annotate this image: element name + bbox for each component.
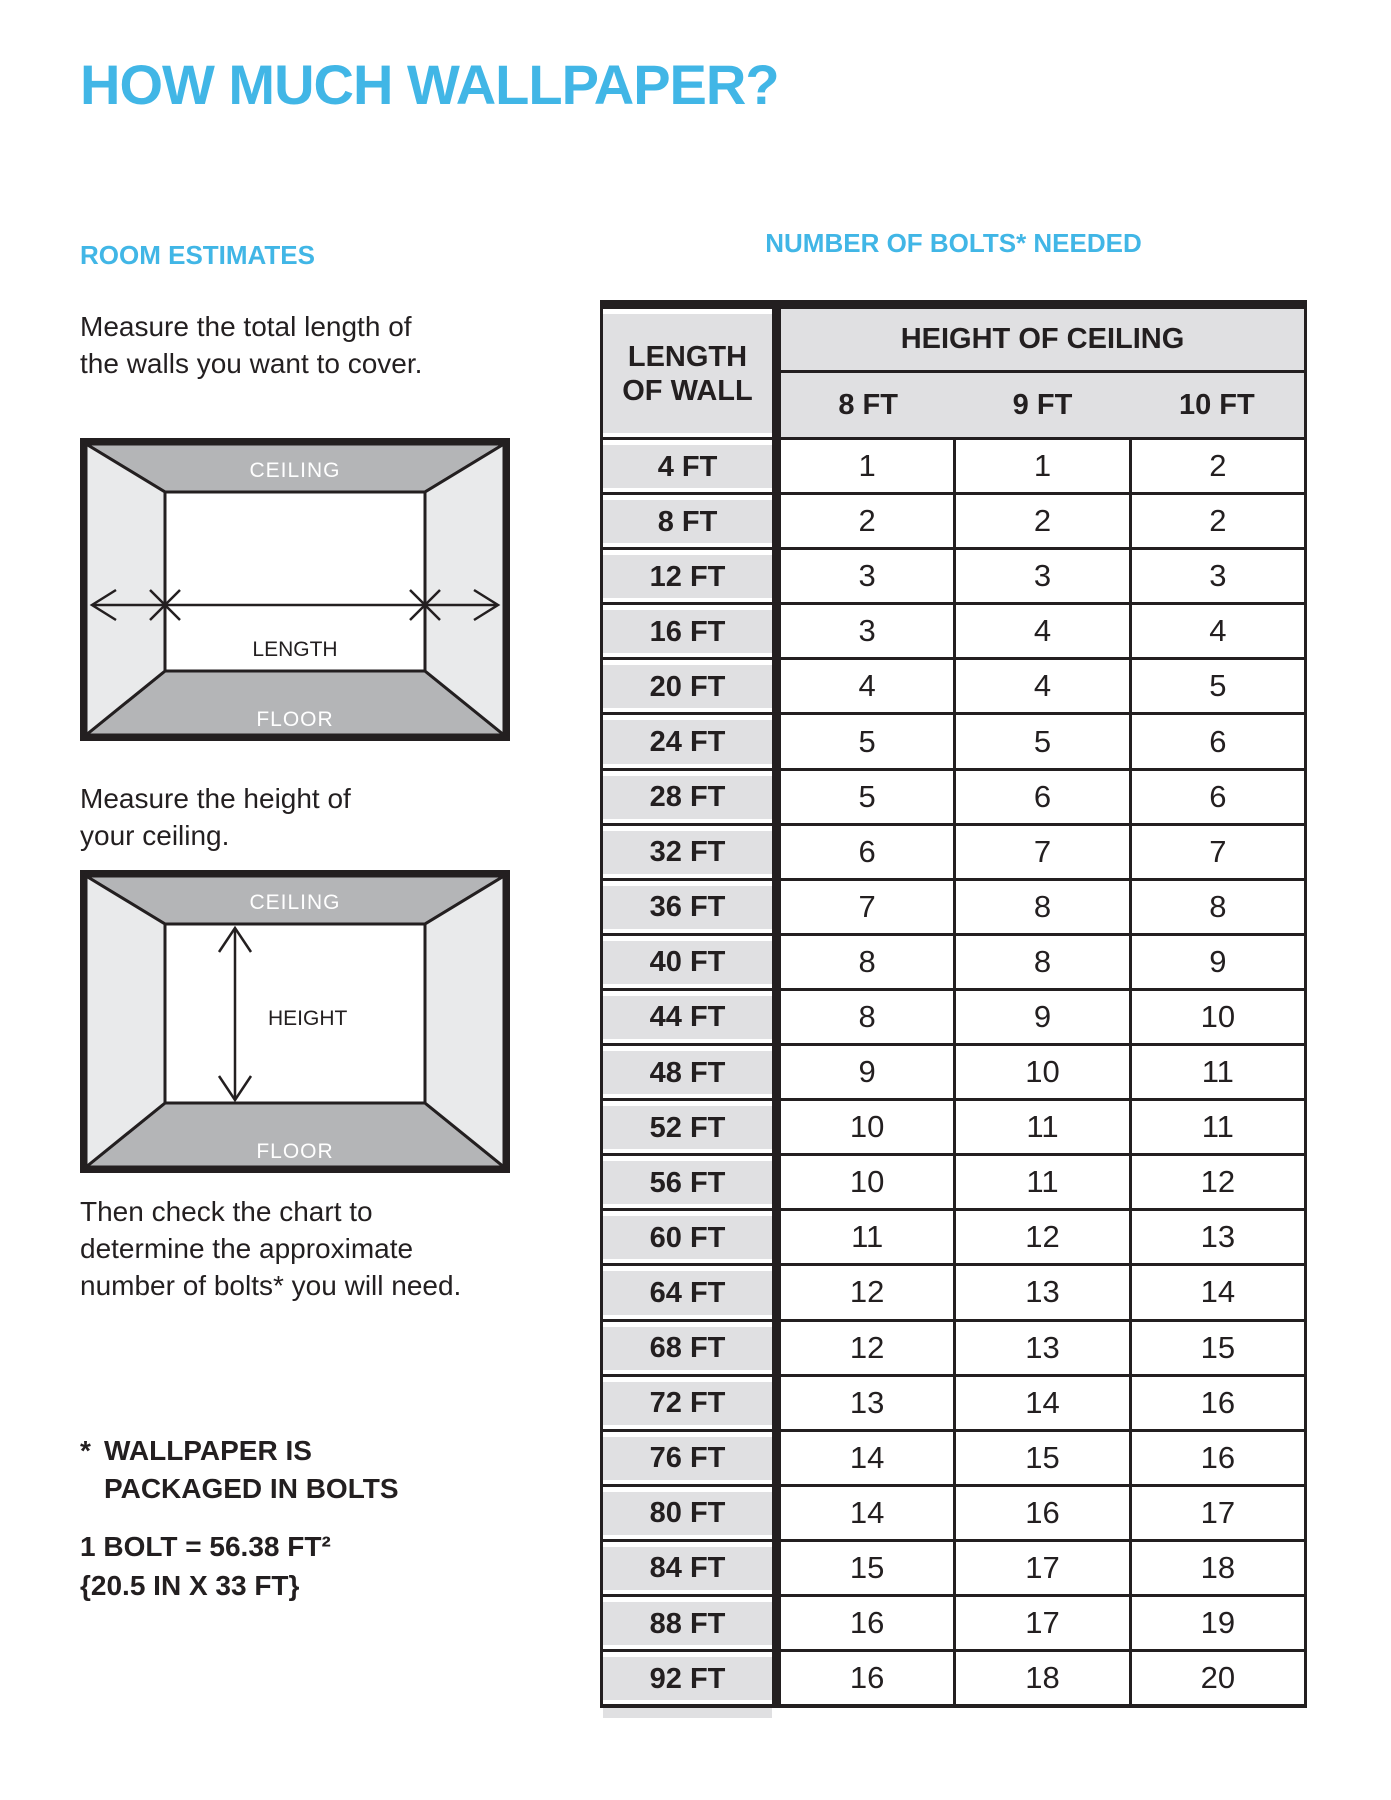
wall-length-cell: 84 FT [603,1547,772,1590]
height-label: HEIGHT [268,1007,348,1030]
bolt-count-cell: 4 [781,660,956,712]
bolt-count-cell: 12 [781,1266,956,1318]
bolt-grid [772,309,1307,1704]
bolt-count-cell: 11 [1132,1101,1304,1153]
bolt-count-cell: 8 [1132,881,1304,933]
wall-length-cell: 20 FT [603,665,772,708]
table-row [781,1046,1304,1101]
wall-length-cell: 40 FT [603,941,772,984]
bolt-count-cell: 8 [781,991,956,1043]
table-row [781,440,1304,495]
bolt-count-cell: 15 [781,1542,956,1594]
bolt-count-cell: 15 [1132,1322,1304,1374]
bolt-count-cell: 11 [781,1211,956,1263]
bolt-count-cell: 19 [1132,1597,1304,1649]
wall-length-cell: 60 FT [603,1216,772,1259]
length-label: LENGTH [252,638,338,661]
bolt-count-cell: 6 [1132,715,1304,767]
bolt-count-cell: 16 [956,1487,1131,1539]
asterisk-marker: * [80,1435,91,1466]
instruction-measure-length [80,308,422,382]
room-estimates-heading: ROOM ESTIMATES [80,240,315,270]
wall-length-cell: 52 FT [603,1106,772,1149]
bolt-count-cell: 10 [781,1156,956,1208]
bolt-count-cell: 3 [781,605,956,657]
table-row-label [603,1487,772,1542]
bolt-count-cell: 6 [956,771,1131,823]
header-line: OF WALL [622,374,753,407]
table-bottom-stub [603,1708,772,1718]
table-row-label [603,1101,772,1156]
bolt-count-cell: 5 [781,715,956,767]
bolt-count-cell: 17 [956,1542,1131,1594]
bolts-needed-heading: NUMBER OF BOLTS* NEEDED [765,228,1142,258]
bolt-count-cell: 17 [956,1597,1131,1649]
bolt-count-cell: 13 [1132,1211,1304,1263]
bolt-count-cell: 11 [956,1156,1131,1208]
bolt-count-cell: 11 [956,1101,1131,1153]
instruction-check-chart [80,1193,461,1304]
bolt-count-cell: 18 [1132,1542,1304,1594]
wall-length-cell: 44 FT [603,996,772,1039]
bolt-count-cell: 2 [1132,440,1304,492]
bolt-count-cell: 8 [781,936,956,988]
bolts-table [600,300,1307,1718]
wall-length-cell: 16 FT [603,610,772,653]
bolt-count-cell: 13 [956,1322,1131,1374]
bolt-count-cell: 4 [956,605,1131,657]
bolt-count-cell: 17 [1132,1487,1304,1539]
bolt-count-cell: 10 [956,1046,1131,1098]
bolt-count-cell: 16 [1132,1377,1304,1429]
instruction-line: determine the approximate [80,1233,414,1264]
bolt-count-cell: 9 [781,1046,956,1098]
bolt-count-cell: 5 [1132,660,1304,712]
bolt-count-cell: 8 [956,936,1131,988]
table-row-label [603,1377,772,1432]
table-row [781,826,1304,881]
wall-length-cell: 80 FT [603,1492,772,1535]
table-row-label [603,1597,772,1652]
instruction-line: Measure the height of [80,783,351,814]
table-row [781,1322,1304,1377]
table-row [781,1542,1304,1597]
table-row-label [603,1156,772,1211]
bolt-count-cell: 3 [781,550,956,602]
table-row [781,1597,1304,1652]
bolt-count-cell: 14 [1132,1266,1304,1318]
table-row [781,715,1304,770]
bolt-count-cell: 5 [781,771,956,823]
bolts-footnote [80,1432,399,1508]
bolt-count-cell: 3 [1132,550,1304,602]
bolt-count-cell: 20 [1132,1652,1304,1704]
bolt-count-cell: 2 [1132,495,1304,547]
table-row [781,1377,1304,1432]
bolt-count-cell: 11 [1132,1046,1304,1098]
wall-length-cell: 92 FT [603,1657,772,1700]
table-row-label [603,550,772,605]
bolt-count-cell: 8 [956,881,1131,933]
bolt-size-info [80,1527,331,1605]
table-row-label [603,881,772,936]
page-title: HOW MUCH WALLPAPER? [80,53,779,116]
bolt-size-line: {20.5 IN X 33 FT} [80,1570,300,1601]
table-row-label [603,605,772,660]
instruction-line: the walls you want to cover. [80,348,423,379]
table-row-label [603,991,772,1046]
ceiling-height-header: 9 FT [1012,388,1073,421]
wall-length-cell: 72 FT [603,1382,772,1425]
table-row [781,550,1304,605]
table-row [781,1487,1304,1542]
bolt-count-cell: 9 [956,991,1131,1043]
instruction-line: number of bolts* you will need. [80,1270,462,1301]
table-row-label [603,495,772,550]
footnote-line: PACKAGED IN BOLTS [104,1473,399,1504]
wall-length-cell: 36 FT [603,886,772,929]
table-row [781,936,1304,991]
wall-length-cell: 56 FT [603,1161,772,1204]
table-row-label [603,1266,772,1321]
bolt-count-cell: 13 [956,1266,1131,1318]
instruction-line: Measure the total length of [80,311,412,342]
bolt-count-cell: 2 [956,495,1131,547]
table-row [781,771,1304,826]
bolt-count-cell: 2 [781,495,956,547]
bolt-count-cell: 10 [781,1101,956,1153]
table-row-label [603,715,772,770]
table-body [600,309,1307,1704]
wall-length-cell: 68 FT [603,1327,772,1370]
bolt-count-cell: 1 [956,440,1131,492]
instruction-line: your ceiling. [80,820,230,851]
table-row-label [603,440,772,495]
wall-length-cell: 76 FT [603,1437,772,1480]
height-of-ceiling-header: HEIGHT OF CEILING [781,309,1304,373]
bolt-count-cell: 14 [781,1487,956,1539]
table-top-border [600,300,1307,309]
bolt-count-cell: 7 [956,826,1131,878]
bolt-size-line: 1 BOLT = 56.38 FT² [80,1531,331,1562]
bolt-count-cell: 14 [781,1432,956,1484]
table-row [781,660,1304,715]
instruction-line: Then check the chart to [80,1196,373,1227]
table-row-label [603,309,772,440]
bolt-count-cell: 1 [781,440,956,492]
table-row [781,1211,1304,1266]
table-row [781,991,1304,1046]
ceiling-height-header: 10 FT [1178,388,1255,421]
instruction-measure-height [80,780,351,854]
bolt-count-cell: 18 [956,1652,1131,1704]
wall-length-cell: 28 FT [603,776,772,819]
table-row [781,1156,1304,1211]
table-row [781,495,1304,550]
table-row-label [603,1542,772,1597]
wall-length-cell: 4 FT [603,445,772,488]
bolt-count-cell: 16 [781,1597,956,1649]
bolt-count-cell: 3 [956,550,1131,602]
table-row-label [603,826,772,881]
table-row [781,1266,1304,1321]
ceiling-label: CEILING [249,459,341,482]
bolt-count-cell: 16 [1132,1432,1304,1484]
table-row-label [603,1432,772,1487]
bolt-count-cell: 7 [781,881,956,933]
bolt-count-cell: 15 [956,1432,1131,1484]
wall-length-cell: 88 FT [603,1602,772,1645]
bolt-count-cell: 12 [781,1322,956,1374]
floor-label: FLOOR [256,1140,334,1163]
wall-length-cell: 48 FT [603,1051,772,1094]
footnote-line [80,1432,399,1470]
ceiling-height-diagram [80,870,510,1173]
table-row-label [603,936,772,991]
wall-length-cell: 12 FT [603,555,772,598]
table-row [781,605,1304,660]
bolt-count-cell: 5 [956,715,1131,767]
table-row [781,881,1304,936]
wall-length-cell: 24 FT [603,720,772,763]
bolt-count-cell: 12 [1132,1156,1304,1208]
wall-length-cell: 64 FT [603,1271,772,1314]
wall-length-cell: 32 FT [603,831,772,874]
table-row [781,1432,1304,1487]
wall-length-cell: 8 FT [603,500,772,543]
table-row-label [603,1046,772,1101]
bolt-count-cell: 13 [781,1377,956,1429]
bolt-count-cell: 12 [956,1211,1131,1263]
ceiling-label: CEILING [249,891,341,914]
table-row-label [603,1652,772,1704]
room-length-diagram [80,438,510,741]
length-of-wall-header [603,314,772,433]
ceiling-height-subheader-row [781,373,1304,440]
table-row-label [603,1211,772,1266]
table-row [781,1101,1304,1156]
bolt-count-cell: 4 [956,660,1131,712]
bolt-count-cell: 7 [1132,826,1304,878]
header-line: LENGTH [627,340,748,373]
table-row-label [603,660,772,715]
bolt-count-cell: 9 [1132,936,1304,988]
table-row-label [603,1322,772,1377]
bolt-count-cell: 6 [1132,771,1304,823]
footnote-text: WALLPAPER IS [104,1435,312,1466]
bolt-count-cell: 4 [1132,605,1304,657]
bolt-count-cell: 10 [1132,991,1304,1043]
wall-length-column [600,309,772,1704]
floor-label: FLOOR [256,708,334,731]
ceiling-height-header: 8 FT [838,388,898,421]
bolt-count-cell: 6 [781,826,956,878]
bolt-count-cell: 14 [956,1377,1131,1429]
bolt-count-cell: 16 [781,1652,956,1704]
table-row [781,1652,1304,1704]
table-row-label [603,771,772,826]
